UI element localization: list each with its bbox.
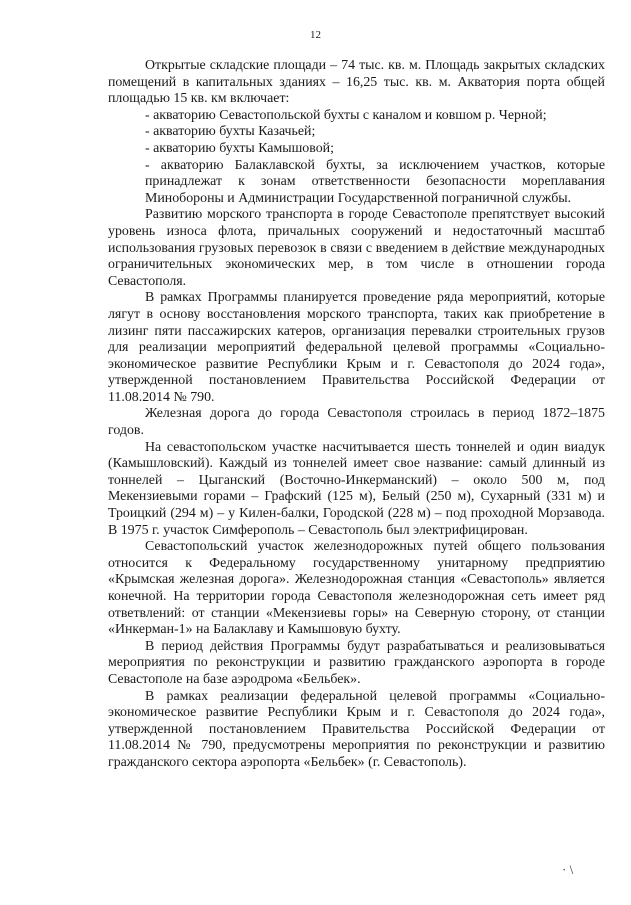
paragraph-port-areas: Открытые складские площади – 74 тыс. кв. м. Площадь закрытых складских помещений в капитальных зданиях – 16,25 тыс. кв. м. Акватория порта общей площадью 15 кв. км включает:: [108, 58, 605, 107]
corner-mark: · \: [562, 862, 574, 877]
paragraph-sea-transport: Развитию морского транспорта в городе Севастополе препятствует высокий уровень износа флота, причальных сооружений и недостаточный масштаб использования грузовых перевозок в связи с введением в действие международных ограничительных экономических мер, в том числе в отношении города Севастополя.: [108, 207, 605, 289]
bullet-balaklava-bay: - акваторию Балаклавской бухты, за исключением участков, которые принадлежат к зонам ответственности безопасности мореплавания Минобороны и Администрации Государственной пограничной службы.: [145, 157, 605, 206]
bullet-kazachya-bay: - акваторию бухты Казачьей;: [145, 124, 316, 140]
document-body: [108, 58, 605, 772]
paragraph-program-measures: В рамках Программы планируется проведение ряда мероприятий, которые лягут в основу восстановления морского транспорта, таких как приобретение в лизинг пяти пассажирских катеров, организация перевалки строительных грузов для реализации мероприятий федеральной целевой программы «Социально-экономическое развитие Республики Крым и г. Севастополя до 2024 года», утвержденной постановлением Правительства Российской Федерации от 11.08.2014 № 790.: [108, 290, 605, 405]
bullet-kamyshovaya-bay: - акваторию бухты Камышовой;: [145, 140, 334, 156]
bullet-sevastopol-bay: - акваторию Севастопольской бухты с каналом и ковшом р. Черной;: [145, 107, 547, 123]
paragraph-railway-section: Севастопольский участок железнодорожных путей общего пользования относится к Федеральному государственному унитарному предприятию «Крымская железная дорога». Железнодорожная станция «Севастополь» является конечной. На территории города Севастополя железнодорожная сеть имеет ряд ответвлений: от станции «Мекензиевы горы» на Северную сторону, от станции «Инкерман-1» на Балаклаву и Камышовую бухту.: [108, 539, 605, 638]
page-number: 12: [310, 29, 321, 41]
paragraph-railway-history: Железная дорога до города Севастополя строилась в период 1872–1875 годов.: [108, 406, 605, 439]
paragraph-tunnels: На севастопольском участке насчитывается шесть тоннелей и один виадук (Камышловский). Каждый из тоннелей имеет свое название: самый длинный из тоннелей – Цыганский (Восточно-Инкерманский) – около 500 м, под Мекензиевыми горами – Графский (125 м), Белый (250 м), Сухарный (331 м) и Троицкий (294 м) – у Килен-балки, Городской (228 м) – под проходной Морзавода. В 1975 г. участок Симферополь – Севастополь был электрифицирован.: [108, 439, 605, 538]
paragraph-federal-program: В рамках реализации федеральной целевой программы «Социально-экономическое развитие Республики Крым и г. Севастополя до 2024 года», утвержденной постановлением Правительства Российской Федерации от 11.08.2014 № 790, предусмотрены мероприятия по реконструкции и развитию гражданского сектора аэропорта «Бельбек» (г. Севастополь).: [108, 688, 605, 770]
paragraph-airport-program: В период действия Программы будут разрабатываться и реализовываться мероприятия по реконструкции и развитию гражданского аэропорта в городе Севастополе на базе аэродрома «Бельбек».: [108, 638, 605, 687]
